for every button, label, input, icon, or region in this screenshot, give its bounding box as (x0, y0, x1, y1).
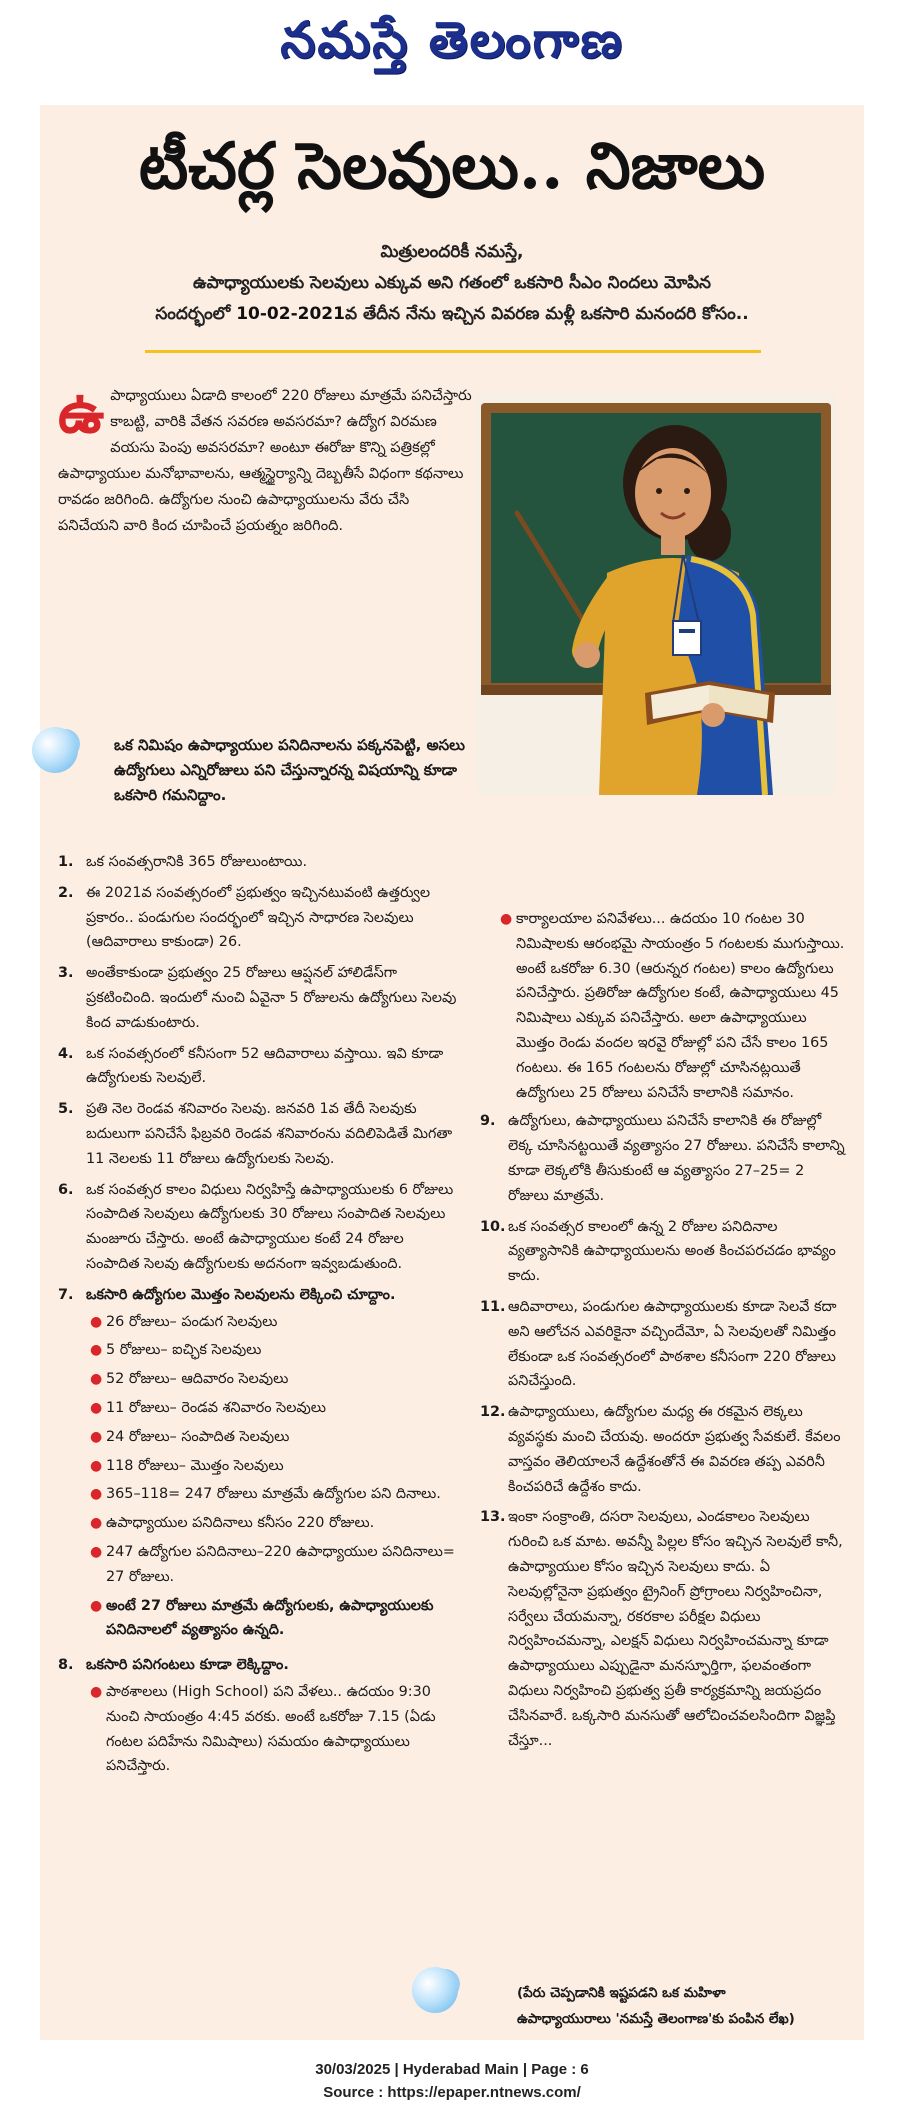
bullet-dot-icon: ● (90, 1399, 103, 1416)
intro-line3-b: వ తేదీన నేను ఇచ్చిన వివరణ మళ్లీ ఒకసారి మనందరి కోసం.. (344, 304, 749, 324)
bullet-dot-icon: ● (500, 911, 513, 927)
callout: ఒక నిమిషం ఉపాధ్యాయుల పనిదినాలను పక్కనపెట్టి, అసలు ఉద్యోగులు ఎన్నిరోజులు పని చేస్తున్నారన్న విషయాన్ని కూడా ఒకసారి గమనిద్దాం. (114, 736, 465, 804)
list-item: 10. ఒక సంవత్సర కాలంలో ఉన్న 2 రోజుల పనిదినాల వ్యత్యాసానికి ఉపాధ్యాయులను అంత కించపరచడం భావ్యం కాదు. (480, 1218, 836, 1285)
list-item-point7: 7. ఒకసారి ఉద్యోగుల మొత్తం సెలవులను లెక్కించి చూద్దాం. ● 26 రోజులు– పండుగ సెలవులు ● 5 రోజులు– ఐచ్ఛిక సెలవులు ● 52 రోజులు– ఆదివారం సెలవులు ● 11 రోజులు– రెండవ శనివారం సెలవులు ● 24 రోజులు– సంపాదిత సెలవులు ● 118 రోజులు– మొత్తం సెలవులు ● 365–118= 247 రోజులు మాత్రమే ఉద్యోగుల పని దినాలు. ● ఉపాధ్యాయుల పనిదినాలు కనీసం 220 రోజులు. ● 247 ఉద్యోగుల పనిదినాలు–220 ఉపాధ్యాయుల పనిదినాలు= 27 రోజులు. ● అంటే 27 రోజులు మాత్రమే ఉద్యోగులకు, ఉపాధ్యాయులకు పనిదినాలలో వ్యత్యాసం ఉన్నది. (58, 1283, 458, 1647)
list-item: 3. అంతేకాకుండా ప్రభుత్వం 25 రోజులు ఆప్షనల్ హాలిడేస్‌గా ప్రకటించింది. ఇందులో నుంచి ఏవైనా 5 రోజులను ఉద్యోగులు సెలవు కింద వాడుకుంటారు. (58, 965, 457, 1031)
bullet-item: ● 26 రోజులు– పండుగ సెలవులు (90, 1310, 458, 1335)
bullet-item: ● కార్యాలయాల పనివేళలు... ఉదయం 10 గంటల 30 నిమిషాలకు ఆరంభమై సాయంత్రం 5 గంటలకు ముగుస్తాయి. అంటే ఒకరోజు 6.30 (ఆరున్నర గంటల) కాలం ఉద్యోగులు పనిచేస్తారు. ప్రతిరోజు ఉద్యోగుల కంటే, ఉపాధ్యాయులు 45 నిమిషాలు ఎక్కువ పనిచేస్తారు. అలా ఉపాధ్యాయులు మొత్తం రెండు వందల ఇరవై రోజుల్లో పని చేసే కాలం 165 గంటలు. ఈ 165 గంటలను రోజుల్లో చూసినట్లయితే ఉద్యోగులు 25 రోజులు పనిచేసే కాలానికి సమానం. (500, 907, 845, 1105)
signoff: (పేరు చెప్పడానికి ఇష్టపడని ఒక మహిళా ఉపాధ్యాయురాలు 'నమస్తే తెలంగాణ'కు పంపిన లేఖ) (517, 1985, 795, 2027)
bullet-item: ● 52 రోజులు– ఆదివారం సెలవులు (90, 1367, 458, 1392)
bullet-item: ● 118 రోజులు– మొత్తం సెలవులు (90, 1454, 458, 1479)
list-item: 1. ఒక సంవత్సరానికి 365 రోజులుంటాయి. (58, 854, 308, 870)
masthead (0, 0, 904, 92)
bullet-item: ● అంటే 27 రోజులు మాత్రమే ఉద్యోగులకు, ఉపాధ్యాయులకు పనిదినాలలో వ్యత్యాసం ఉన్నది. (90, 1594, 458, 1644)
bullet-dot-icon: ● (90, 1515, 103, 1532)
article-sheet (40, 105, 864, 2040)
bullet-item: ● 247 ఉద్యోగుల పనిదినాలు–220 ఉపాధ్యాయుల పనిదినాలు= 27 రోజులు. (90, 1540, 458, 1590)
bullet-item: ● 5 రోజులు– ఐచ్ఛిక సెలవులు (90, 1338, 458, 1363)
footer-date-edition: 30/03/2025 | Hyderabad Main | Page : 6 (315, 2061, 589, 2078)
intro (100, 237, 804, 330)
footer-source[interactable]: Source : https://epaper.ntnews.com/ (323, 2084, 581, 2101)
intro-line3 (100, 299, 804, 330)
bullet-item: ● పాఠశాలలు (High School) పని వేళలు.. ఉదయం 9:30 నుంచి సాయంత్రం 4:45 వరకు. అంటే ఒకరోజు 7.15 (ఏడు గంటల పదిహేను నిమిషాలు) సమయం ఉపాధ్యాయులు పనిచేస్తారు. (90, 1680, 458, 1779)
list-item: 13. ఇంకా సంక్రాంతి, దసరా సెలవులు, ఎండకాలం సెలవులు గురించి ఒక మాట. అవన్నీ పిల్లల కోసం ఇచ్చిన సెలవులే కానీ, ఉపాధ్యాయుల కోసం ఇచ్చిన సెలవులు కాదు. ఏ సెలవుల్లోనైనా ప్రభుత్వం ట్రైనింగ్ ప్రోగ్రాంలు నిర్వహించినా, సర్వేలు చేయమన్నా, రకరకాల పరీక్షల విధులు నిర్వహించమన్నా, ఎలక్షన్ విధులు నిర్వహించమన్నా కూడా ఉపాధ్యాయులు ఎప్పుడైనా మనస్ఫూర్తిగా, ఫలవంతంగా విధులు నిర్వహించి ప్రభుత్వ ప్రతీ కార్యక్రమాన్ని జయప్రదం చేసినవారే. ఒక్కసారి మనసుతో ఆలోచించవలసిందిగా విజ్ఞప్తి చేస్తూ... (480, 1509, 843, 1749)
list-item: 9. ఉద్యోగులు, ఉపాధ్యాయులు పనిచేసే కాలానికి ఈ రోజుల్లో లెక్క చూసినట్టయితే వ్యత్యాసం 27 రోజులు. పనిచేసే కాలాన్ని కూడా లెక్కలోకి తీసుకుంటే ఆ వ్యత్యాసం 27–25= 2 రోజులు మాత్రమే. (480, 1113, 845, 1204)
list-item: 6. ఒక సంవత్సర కాలం విధులు నిర్వహిస్తే ఉపాధ్యాయులకు 6 రోజులు సంపాదిత సెలవులు ఉద్యోగులకు 30 రోజులు సంపాదిత సెలవులు మంజూరు చేస్తారు. అంటే ఉపాధ్యాయుల కంటే 24 రోజుల సంపాదిత సెలవు ఉద్యోగులకు అదనంగా ఇవ్వబడుతుంది. (58, 1181, 454, 1272)
lead-paragraph (58, 378, 473, 539)
bubble-icon (412, 1967, 458, 2013)
bullet-dot-icon: ● (90, 1683, 103, 1700)
list-item: 4. ఒక సంవత్సరంలో కనీసంగా 52 ఆదివారాలు వస్తాయి. ఇవి కూడా ఉద్యోగులకు సెలవులే. (58, 1045, 444, 1087)
bullet-item: ● 11 రోజులు– రెండవ శనివారం సెలవులు (90, 1396, 458, 1421)
list-item-point8: 8. ఒకసారి పనిగంటలు కూడా లెక్కిద్దాం. ● పాఠశాలలు (High School) పని వేళలు.. ఉదయం 9:30 నుంచి సాయంత్రం 4:45 వరకు. అంటే ఒకరోజు 7.15 (ఏడు గంటల పదిహేను నిమిషాలు) సమయం ఉపాధ్యాయులు పనిచేస్తారు. (58, 1653, 458, 1783)
points-right-column (480, 905, 845, 1759)
intro-line2: ఉపాధ్యాయులకు సెలవులు ఎక్కువ అని గతంలో ఒకసారి సీఎం నిందలు మోపిన (193, 273, 711, 293)
intro-underline (145, 350, 761, 353)
lead-text: పాధ్యాయులు ఏడాది కాలంలో 220 రోజులు మాత్రమే పనిచేస్తారు కాబట్టి, వారికి వేతన సవరణ అవసరమా? ఉద్యోగ విరమణ వయసు పెంపు అవసరమా? అంటూ ఈరోజు కొన్ని పత్రికల్లో ఉపాధ్యాయుల మనోభావాలను, ఆత్మస్థైర్యాన్ని దెబ్బతీసే విధంగా కథనాలు రావడం జరిగింది. ఉద్యోగుల నుంచి ఉపాధ్యాయులను వేరు చేసి పనిచేయని వారి కింద చూపించే ప్రయత్నం జరిగింది. (58, 387, 472, 534)
headline: టీచర్ల సెలవులు.. నిజాలు (138, 129, 766, 204)
bullet-dot-icon: ● (90, 1428, 103, 1445)
bullet-dot-icon: ● (90, 1342, 103, 1359)
bullet-dot-icon: ● (90, 1543, 103, 1560)
teacher-chalkboard-icon (477, 393, 835, 795)
bubble-icon (32, 727, 78, 773)
bullet-item: ● 24 రోజులు– సంపాదిత సెలవులు (90, 1425, 458, 1450)
bullet-item: ● ఉపాధ్యాయుల పనిదినాలు కనీసం 220 రోజులు. (90, 1511, 458, 1536)
intro-line1: మిత్రులందరికీ నమస్తే, (380, 242, 524, 262)
bullet-item: ● 365–118= 247 రోజులు మాత్రమే ఉద్యోగుల పని దినాలు. (90, 1482, 458, 1507)
bullet-dot-icon: ● (90, 1597, 103, 1614)
bullet-dot-icon: ● (90, 1313, 103, 1330)
teacher-illustration (477, 393, 835, 795)
intro-date: 10-02-2021 (236, 304, 345, 324)
intro-line3-a: సందర్భంలో (155, 304, 237, 324)
list-item: 11. ఆదివారాలు, పండుగుల ఉపాధ్యాయులకు కూడా సెలవే కదా అని ఆలోచన ఎవరికైనా వచ్చిందేమో, ఏ సెలవులతో నిమిత్తం లేకుండా ఒక సంవత్సరంలో పాఠశాల కనీసంగా 220 రోజులు పనిచేస్తుంది. (480, 1298, 837, 1390)
points-left-column (58, 850, 458, 1789)
point7-heading: ఒకసారి ఉద్యోగుల మొత్తం సెలవులను లెక్కించి చూద్దాం. (86, 1286, 396, 1303)
bullet-dot-icon: ● (90, 1486, 103, 1503)
page-footer (0, 2058, 904, 2104)
list-item: 12. ఉపాధ్యాయులు, ఉద్యోగుల మధ్య ఈ రకమైన లెక్కలు వ్యవస్థకు మంచి చేయవు. అందరూ ప్రభుత్వ సేవకులే. కేవలం వాస్తవం తెలియాలనే ఉద్దేశంతోనే ఈ వివరణ తప్ప ఎవరినీ కించపరిచే ఉద్దేశం కాదు. (480, 1404, 841, 1495)
bullet-dot-icon: ● (90, 1457, 103, 1474)
list-item: 2. ఈ 2021వ సంవత్సరంలో ప్రభుత్వం ఇచ్చినటువంటి ఉత్తర్వుల ప్రకారం.. పండుగుల సందర్భంలో ఇచ్చిన సాధారణ సెలవులు (ఆదివారాలు కాకుండా) 26. (58, 884, 431, 951)
drop-cap: ఉ (58, 378, 105, 446)
list-item: 5. ప్రతి నెల రెండవ శనివారం సెలవు. జనవరి 1వ తేదీ సెలవుకు బదులుగా పనిచేసే ఫిబ్రవరి రెండవ శనివారంను వదిలిపెడితే మిగతా 11 నెలలకు 11 రోజులు ఉద్యోగులకు సెలవు. (58, 1101, 453, 1167)
point8-heading: ఒకసారి పనిగంటలు కూడా లెక్కిద్దాం. (86, 1657, 289, 1674)
bullet-dot-icon: ● (90, 1371, 103, 1388)
masthead-logo: నమస్తే తెలంగాణ (280, 10, 624, 69)
